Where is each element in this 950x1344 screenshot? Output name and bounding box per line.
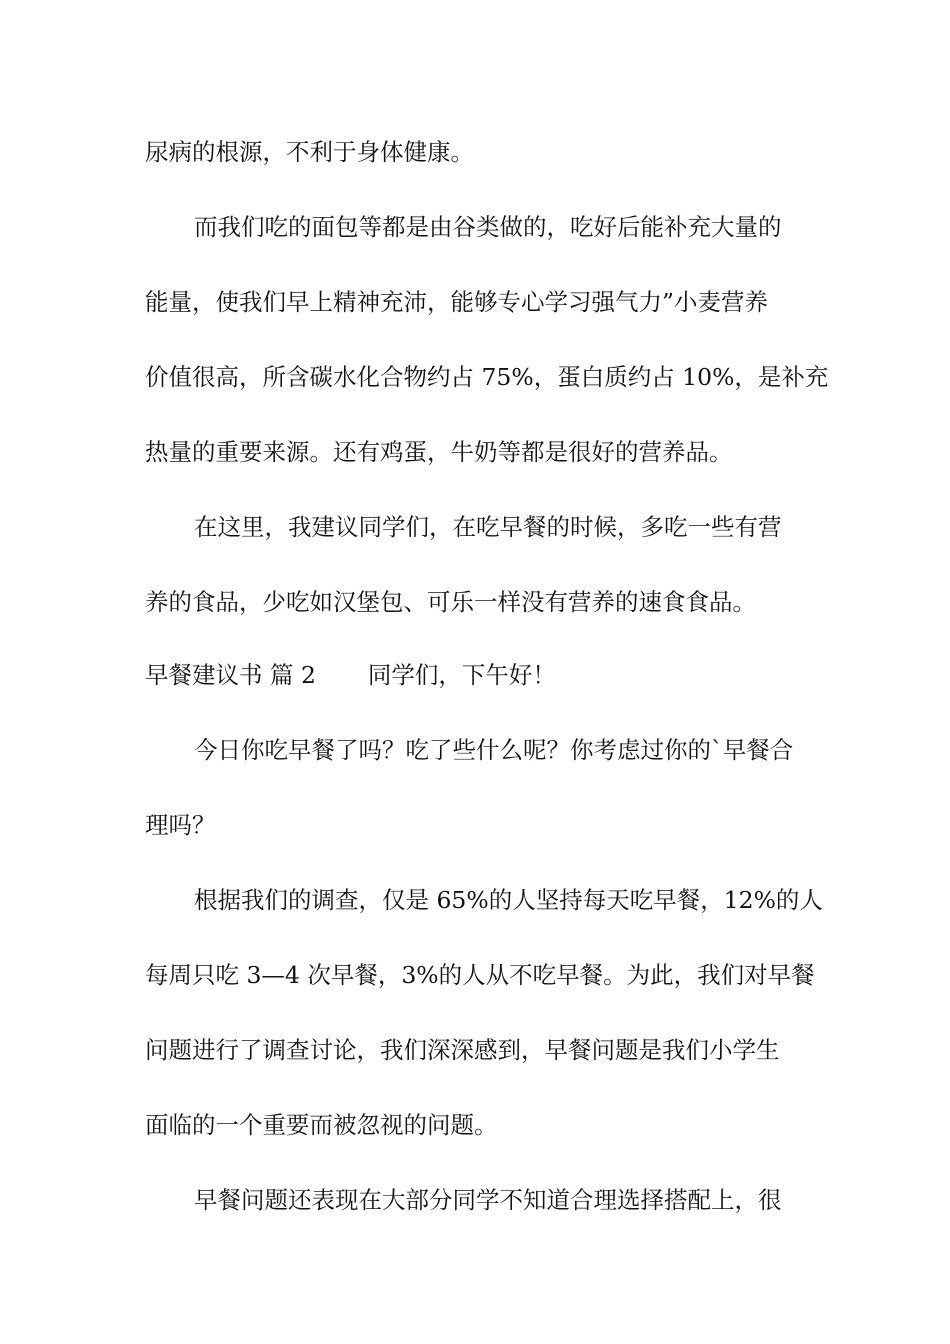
paragraph-line: 早餐问题还表现在大部分同学不知道合理选择搭配上，很 [194,1186,782,1214]
paragraph-line: 理吗？ [145,811,216,839]
paragraph-line: 在这里，我建议同学们，在吃早餐的时候，多吃一些有营 [194,513,782,541]
paragraph-line: 每周只吃 3—4 次早餐，3%的人从不吃早餐。为此，我们对早餐 [145,961,815,989]
paragraph-line: 养的食品，少吃如汉堡包、可乐一样没有营养的速食食品。 [145,588,756,616]
paragraph-line: 能量，使我们早上精神充沛，能够专心学习强气力”小麦营养 [145,288,769,316]
paragraph-line: 面临的一个重要而被忽视的问题。 [145,1111,498,1139]
section-title: 早餐建议书 篇 2 [145,661,316,689]
section-heading [145,658,815,692]
paragraph-line: 问题进行了调查讨论，我们深深感到，早餐问题是我们小学生 [145,1036,780,1064]
paragraph-line: 今日你吃早餐了吗？吃了些什么呢？你考虑过你的`早餐合 [194,736,794,764]
paragraph-line: 尿病的根源，不利于身体健康。 [145,138,474,166]
section-greeting: 同学们，下午好！ [367,661,556,689]
paragraph-line: 根据我们的调查，仅是 65%的人坚持每天吃早餐，12%的人 [194,886,823,914]
paragraph-line: 价值很高，所含碳水化合物约占 75%，蛋白质约占 10%，是补充 [145,363,829,391]
paragraph-line: 而我们吃的面包等都是由谷类做的，吃好后能补充大量的 [194,213,782,241]
paragraph-line: 热量的重要来源。还有鸡蛋，牛奶等都是很好的营养品。 [145,438,733,466]
